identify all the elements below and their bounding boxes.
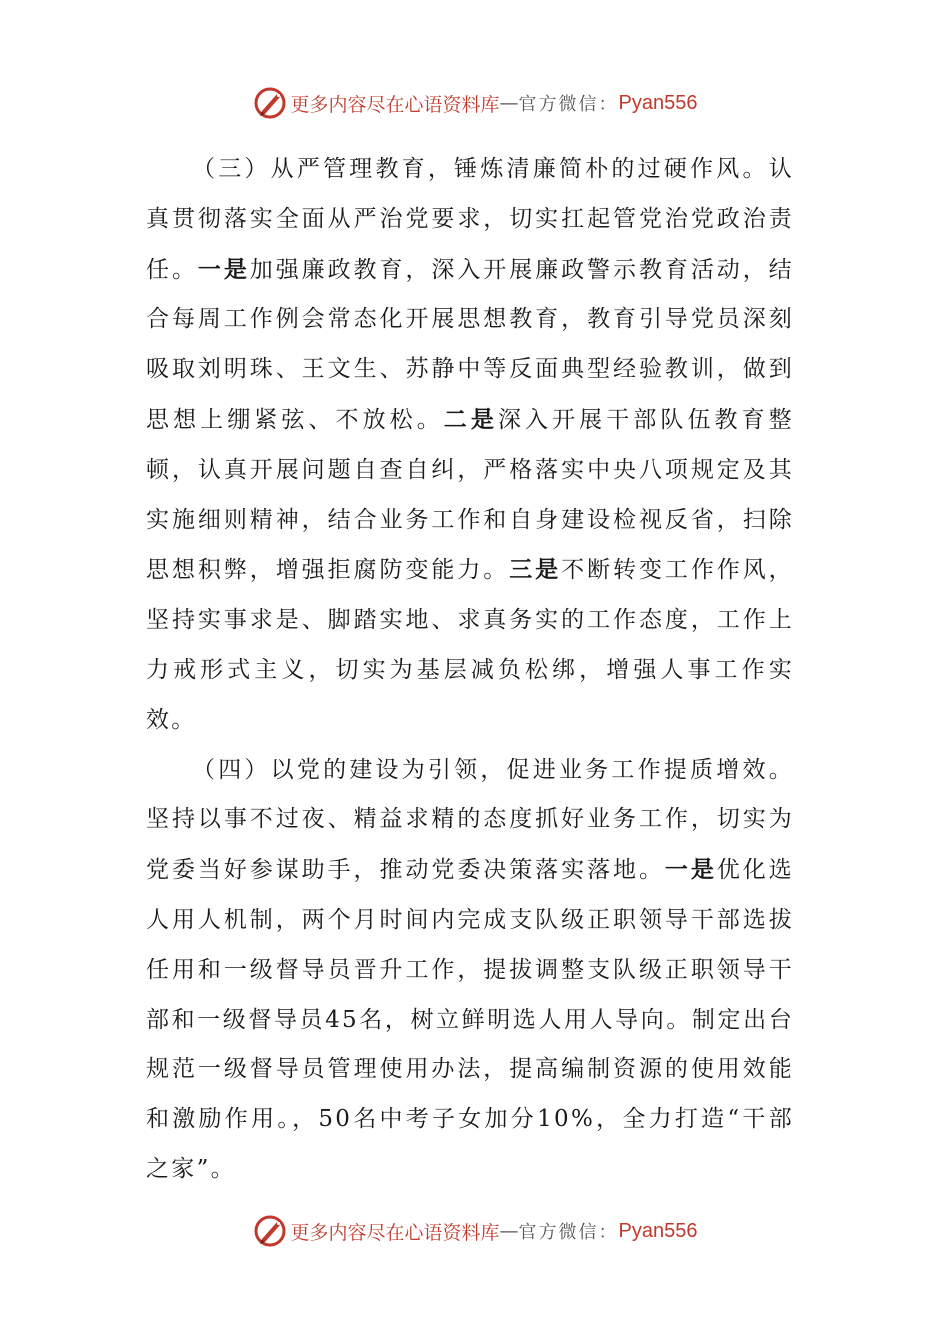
document-body (146, 145, 794, 1195)
section-3-item-3-text: 不断转变工作作风，坚持实事求是、脚踏实地、求真务实的工作态度，工作上力戒形式主义，切实为基层减负松绑，增强人事工作实效。 (146, 557, 794, 733)
section-3-item-3-marker: 三是 (509, 556, 562, 584)
footer-separator: — (499, 1220, 519, 1242)
section-4-item-1-text: 优化选人用人机制，两个月时间内完成支队级正职领导干部选拔任用和一级督导员晋升工作，提拔调整支队级正职领导干部和一级督导员45名，树立鲜明选人用人导向。制定出台规范一级督导员管理使用办法，提高编制资源的使用效能和激励作用。，50名中考子女加分10%，全力打造“干部之家”。 (146, 857, 794, 1182)
section-3-item-1-marker: 一是 (197, 255, 250, 283)
paragraph-section-4 (146, 746, 794, 1195)
section-3-heading: （三）从严管理教育，锤炼清廉简朴的过硬作风。 (192, 156, 769, 182)
header-contact-id: Pyan556 (618, 91, 698, 114)
footer-contact-id: Pyan556 (618, 1219, 698, 1242)
section-3-intro: 认真贯彻落实全面从严治党要求，切实扛起管党治党政治责任。 (146, 156, 794, 283)
section-4-heading: （四）以党的建设为引领，促进业务工作提质增效。 (192, 756, 794, 783)
section-4-item-1-marker: 一是 (664, 856, 717, 884)
header-contact-label: 官方微信： (518, 94, 619, 115)
section-3-item-2-marker: 二是 (443, 405, 498, 433)
header-separator: — (499, 92, 519, 114)
section-3-item-2-text: 深入开展干部队伍教育整顿，认真开展问题自查自纠，严格落实中央八项规定及其实施细则精神，结合业务工作和自身建设检视反省，扫除思想积弊，增强拒腐防变能力。 (146, 406, 794, 584)
pen-logo-icon (253, 86, 287, 120)
header-brand-text: 更多内容尽在心语资料库 (290, 93, 500, 116)
section-4-intro: 坚持以事不过夜、精益求精的态度抓好业务工作，切实为党委当好参谋助手，推动党委决策落实落地。 (146, 806, 794, 884)
section-3-item-1-text: 加强廉政教育，深入开展廉政警示教育活动，结合每周工作例会常态化开展思想教育，教育引导党员深刻吸取刘明珠、王文生、苏静中等反面典型经验教训，做到思想上绷紧弦、不放松。 (146, 256, 794, 433)
footer-contact-label: 官方微信： (518, 1222, 619, 1243)
pen-logo-icon (253, 1214, 287, 1248)
header-banner (0, 83, 950, 123)
footer-brand-text: 更多内容尽在心语资料库 (290, 1221, 500, 1244)
footer-banner (0, 1211, 950, 1251)
paragraph-section-3 (146, 145, 794, 746)
